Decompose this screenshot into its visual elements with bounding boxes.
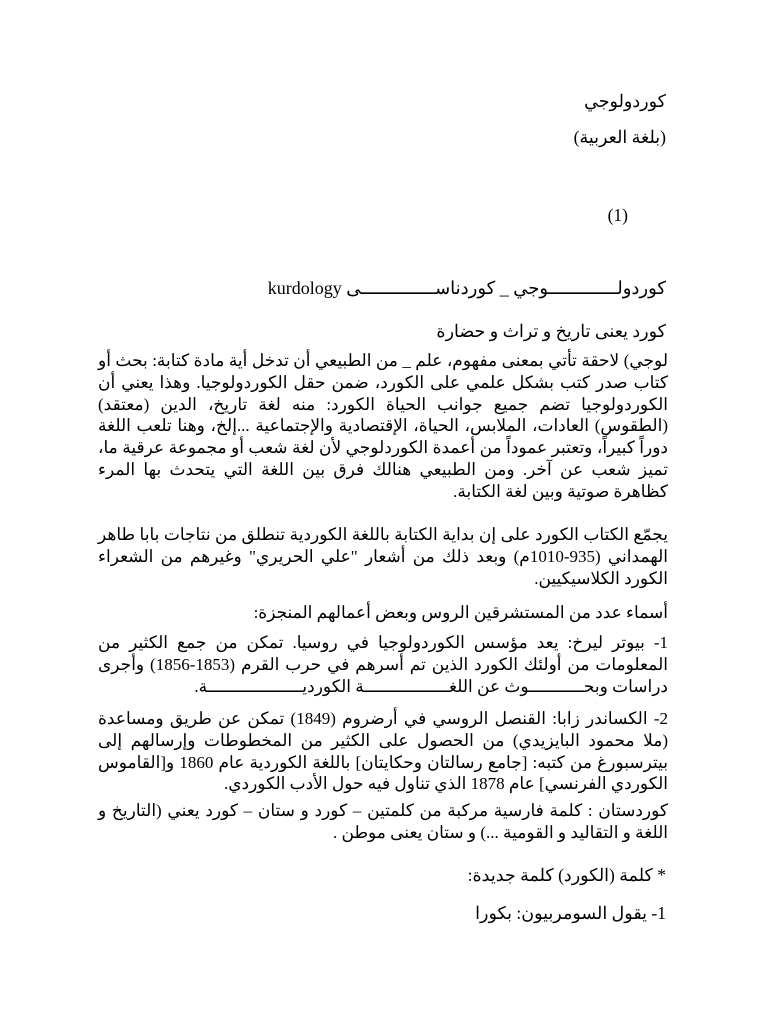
heading-kurdish-start: كوردول [617,278,666,298]
paragraph-orientalists-heading: أسماء عدد من المستشرقين الروس وبعض أعمالهم المنجزة: [253,603,668,622]
heading-latin: kurdology [267,278,342,298]
section-heading [268,276,666,300]
heading-kurdish-end: ی [346,278,362,298]
heading-tatweel-1: ـــــــــــــ [548,278,618,298]
section-number: (1) [607,205,628,225]
paragraph-kurdistan: كوردستان : كلمة فارسية مركبة من كلمتين – كورد و ستان – كورد يعني (التاريخ و اللغة و التقاليد و القومية ...) و ستان يعنى موطن . [98,801,668,842]
list-item-sumerians: 1- يقول السومربيون: بكورا [475,903,666,923]
list-item-lerch: 1- بيوتر ليرخ: يعد مؤسس الكوردولوجيا في روسيا. تمكن من جمع الكثير من المعلومات من أولئك الكورد الذين تم أسرهم في حرب القرم (1853-1856) وأجرى دراسات وبحـــــــــــوث عن اللغـــــــــــــــــة الكورديـــــــــــــــــــة. [98,633,668,696]
paragraph-new-word: * كلمة (الكورد) كلمة جديدة: [467,865,666,885]
document-title: كوردولوجي [584,91,666,111]
heading-tatweel-2: ــــــــــــــ [361,278,436,298]
list-item-zaba: 2- الكساندر زابا: القنصل الروسي في أرضروم (1849) تمكن عن طريق ومساعدة (ملا محمود البايزيدي) من الحصول على الكثير من المخطوطات وإرسالهم إلى بيترسبورغ من كتبه: [جامع رسالتان وحكايتان] باللغة الكوردية عام 1860 و[القاموس الكوردي الفرنسي] عام 1878 الذي تناول فيه حول الأدب الكوردي. [98,709,669,794]
paragraph-beginnings: يجمّع الكتاب الكورد على إن بداية الكتابة باللغة الكوردية تنطلق من نتاجات بابا طاهر الهمداني (935-1010م) وبعد ذلك من أشعار "علي الحريري" وغيرهم من الشعراء الكورد الكلاسيكيين. [98,525,668,588]
heading-kurdish-mid: وجي _ كوردناس [435,278,549,298]
paragraph-definition: لوجي) لاحقة تأتي بمعنى مفهوم، علم _ من الطبيعي أن تدخل أية مادة كتابة: بحث أو كتاب صدر كتب بشكل علمي على الكورد، ضمن حقل الكوردولوجيا. وهذا يعني أن الكوردولوجيا تضم جميع جوانب الحياة الكورد: منه لغة تاريخ، الدين (معتقد) (الطقوس) العادات، الملابس، الحياة، الإقتصادية والإجتماعية ...إلخ، وهنا تلعب اللغة دوراً كبيراً، وتعتبر عموداً من أعمدة الكوردلوجي لأن لغة شعب أو مجموعة عرقية ما، تميز شعب عن آخر. ومن الطبيعي هنالك فرق بين اللغة التي يتحدث بها المرء كظاهرة صوتية وبين لغة الكتابة. [98,351,668,501]
document-subtitle: (بلغة العربية) [573,127,666,147]
intro-line: كورد يعنى تاريخ و تراث و حضارة [436,321,666,341]
